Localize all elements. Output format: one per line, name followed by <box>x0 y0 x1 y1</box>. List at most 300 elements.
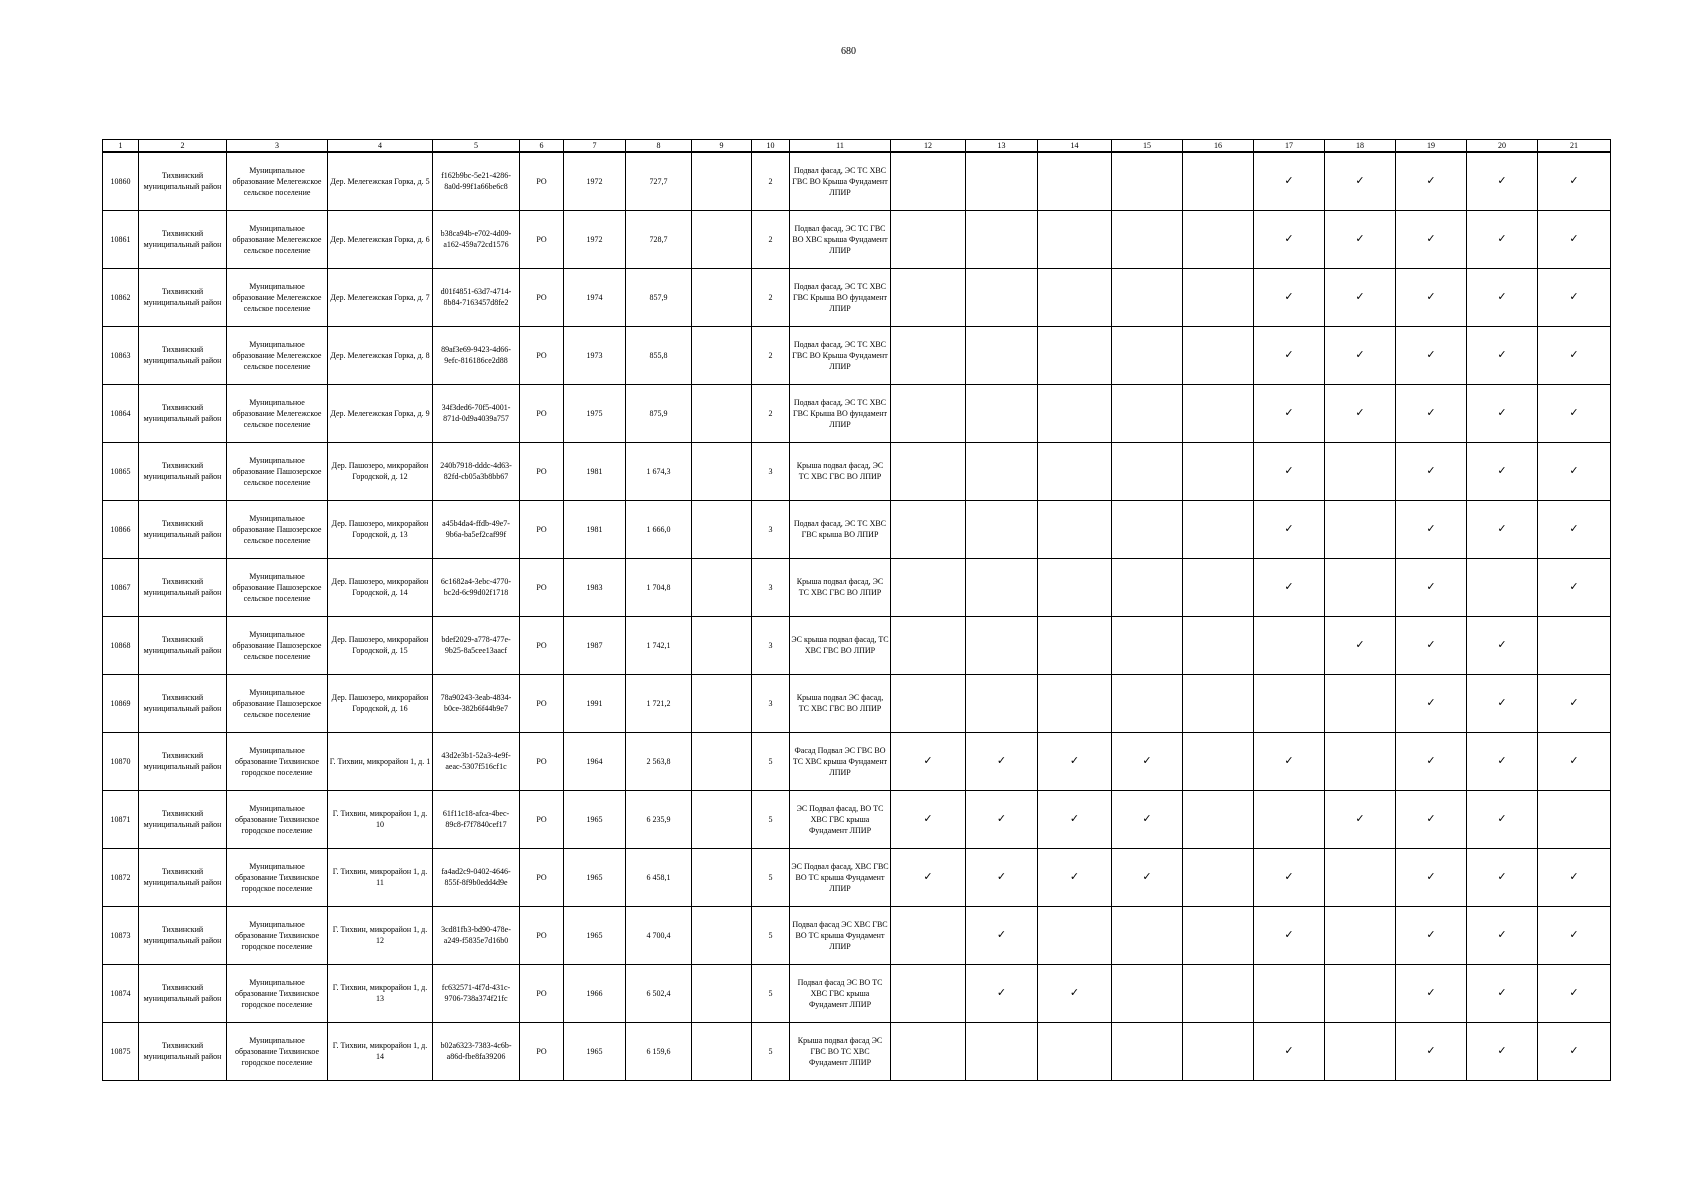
district-cell: Тихвинский муниципальный район <box>139 268 227 326</box>
check-cell-col20 <box>1467 384 1538 442</box>
check-cell-col13 <box>966 326 1038 384</box>
checkmark-icon: ✓ <box>1426 638 1436 651</box>
works-cell: Фасад Подвал ЭС ГВС ВО ТС ХВС крыша Фундамент ЛПИР <box>790 732 891 790</box>
check-cell-col12 <box>891 616 966 674</box>
guid-cell: 3cd81fb3-bd90-478e-a249-f5835e7d16b0 <box>433 906 520 964</box>
guid-cell: d01f4851-63d7-4714-8b84-7163457d8fe2 <box>433 268 520 326</box>
check-cell-col18 <box>1325 616 1396 674</box>
column-header-10: 10 <box>752 140 790 153</box>
check-cell-col18 <box>1325 558 1396 616</box>
checkmark-icon: ✓ <box>923 754 933 767</box>
check-cell-col21 <box>1538 964 1611 1022</box>
column-header-14: 14 <box>1038 140 1112 153</box>
checkmark-icon: ✓ <box>1284 232 1294 245</box>
address-cell: Г. Тихвин, микрорайон 1, д. 14 <box>328 1022 433 1080</box>
checkmark-icon: ✓ <box>1497 638 1507 651</box>
check-cell-col12 <box>891 384 966 442</box>
check-cell-col18 <box>1325 790 1396 848</box>
address-cell: Дер. Пашозеро, микрорайон Городской, д. 14 <box>328 558 433 616</box>
col9-cell <box>692 674 752 732</box>
checkmark-icon: ✓ <box>1426 928 1436 941</box>
check-cell-col14 <box>1038 384 1112 442</box>
checkmark-icon: ✓ <box>1142 812 1152 825</box>
row-id-cell: 10873 <box>103 906 139 964</box>
col9-cell <box>692 790 752 848</box>
year-cell: 1964 <box>564 732 626 790</box>
col9-cell <box>692 1022 752 1080</box>
type-cell: РО <box>520 906 564 964</box>
row-id-cell: 10861 <box>103 210 139 268</box>
year-cell: 1965 <box>564 848 626 906</box>
type-cell: РО <box>520 558 564 616</box>
check-cell-col12 <box>891 500 966 558</box>
check-cell-col14 <box>1038 500 1112 558</box>
row-id-cell: 10867 <box>103 558 139 616</box>
checkmark-icon: ✓ <box>1355 232 1365 245</box>
check-cell-col15 <box>1112 732 1183 790</box>
district-cell: Тихвинский муниципальный район <box>139 674 227 732</box>
check-cell-col20 <box>1467 152 1538 210</box>
area-cell: 857,9 <box>626 268 692 326</box>
checkmark-icon: ✓ <box>1497 290 1507 303</box>
check-cell-col19 <box>1396 848 1467 906</box>
check-cell-col21 <box>1538 500 1611 558</box>
type-cell: РО <box>520 384 564 442</box>
floors-cell: 3 <box>752 558 790 616</box>
col9-cell <box>692 848 752 906</box>
check-cell-col20 <box>1467 732 1538 790</box>
checkmark-icon: ✓ <box>1569 232 1579 245</box>
check-cell-col17 <box>1254 326 1325 384</box>
checkmark-icon: ✓ <box>996 812 1007 825</box>
check-cell-col16 <box>1183 558 1254 616</box>
page-number: 680 <box>841 46 856 57</box>
row-id-cell: 10871 <box>103 790 139 848</box>
check-cell-col15 <box>1112 848 1183 906</box>
district-cell: Тихвинский муниципальный район <box>139 1022 227 1080</box>
check-cell-col16 <box>1183 500 1254 558</box>
checkmark-icon: ✓ <box>1426 174 1436 188</box>
col9-cell <box>692 384 752 442</box>
check-cell-col13 <box>966 848 1038 906</box>
district-cell: Тихвинский муниципальный район <box>139 326 227 384</box>
district-cell: Тихвинский муниципальный район <box>139 616 227 674</box>
column-header-13: 13 <box>966 140 1038 153</box>
checkmark-icon: ✓ <box>1426 754 1436 767</box>
checkmark-icon: ✓ <box>1497 812 1507 825</box>
checkmark-icon: ✓ <box>1355 406 1365 419</box>
check-cell-col19 <box>1396 442 1467 500</box>
works-cell: Подвал фасад, ЭС ТС ХВС ГВС ВО Крыша Фундамент ЛПИР <box>790 152 891 210</box>
check-cell-col17 <box>1254 732 1325 790</box>
check-cell-col17 <box>1254 558 1325 616</box>
checkmark-icon: ✓ <box>923 870 933 883</box>
floors-cell: 2 <box>752 384 790 442</box>
address-cell: Дер. Мелегежская Горка, д. 7 <box>328 268 433 326</box>
year-cell: 1987 <box>564 616 626 674</box>
guid-cell: bdef2029-a778-477e-9b25-8a5cee13aacf <box>433 616 520 674</box>
floors-cell: 2 <box>752 326 790 384</box>
district-cell: Тихвинский муниципальный район <box>139 732 227 790</box>
area-cell: 6 458,1 <box>626 848 692 906</box>
check-cell-col15 <box>1112 674 1183 732</box>
check-cell-col13 <box>966 558 1038 616</box>
check-cell-col19 <box>1396 964 1467 1022</box>
year-cell: 1973 <box>564 326 626 384</box>
checkmark-icon: ✓ <box>1569 406 1579 419</box>
checkmark-icon: ✓ <box>1569 290 1579 303</box>
table-row <box>103 558 1611 616</box>
district-cell: Тихвинский муниципальный район <box>139 384 227 442</box>
column-header-8: 8 <box>626 140 692 153</box>
area-cell: 1 721,2 <box>626 674 692 732</box>
column-header-5: 5 <box>433 140 520 153</box>
check-cell-col12 <box>891 558 966 616</box>
checkmark-icon: ✓ <box>996 754 1007 767</box>
col9-cell <box>692 616 752 674</box>
district-cell: Тихвинский муниципальный район <box>139 558 227 616</box>
col9-cell <box>692 442 752 500</box>
checkmark-icon: ✓ <box>996 928 1007 941</box>
column-header-19: 19 <box>1396 140 1467 153</box>
municipality-cell: Муниципальное образование Тихвинское городское поселение <box>227 906 328 964</box>
type-cell: РО <box>520 732 564 790</box>
district-cell: Тихвинский муниципальный район <box>139 848 227 906</box>
check-cell-col12 <box>891 674 966 732</box>
col9-cell <box>692 906 752 964</box>
check-cell-col14 <box>1038 964 1112 1022</box>
check-cell-col13 <box>966 790 1038 848</box>
area-cell: 875,9 <box>626 384 692 442</box>
floors-cell: 5 <box>752 790 790 848</box>
column-header-16: 16 <box>1183 140 1254 153</box>
checkmark-icon: ✓ <box>996 986 1007 999</box>
checkmark-icon: ✓ <box>1497 754 1507 767</box>
checkmark-icon: ✓ <box>1355 174 1365 188</box>
checkmark-icon: ✓ <box>1569 928 1579 941</box>
check-cell-col20 <box>1467 500 1538 558</box>
checkmark-icon: ✓ <box>1284 290 1294 303</box>
municipality-cell: Муниципальное образование Пашозерское сельское поселение <box>227 442 328 500</box>
check-cell-col15 <box>1112 442 1183 500</box>
check-cell-col17 <box>1254 674 1325 732</box>
guid-cell: 6c1682a4-3ebc-4770-bc2d-6c99d02f1718 <box>433 558 520 616</box>
check-cell-col17 <box>1254 906 1325 964</box>
check-cell-col21 <box>1538 326 1611 384</box>
check-cell-col19 <box>1396 906 1467 964</box>
type-cell: РО <box>520 790 564 848</box>
year-cell: 1975 <box>564 384 626 442</box>
floors-cell: 3 <box>752 616 790 674</box>
check-cell-col16 <box>1183 1022 1254 1080</box>
area-cell: 1 704,8 <box>626 558 692 616</box>
checkmark-icon: ✓ <box>1569 754 1579 767</box>
check-cell-col15 <box>1112 384 1183 442</box>
check-cell-col18 <box>1325 848 1396 906</box>
check-cell-col14 <box>1038 616 1112 674</box>
check-cell-col20 <box>1467 326 1538 384</box>
checkmark-icon: ✓ <box>1284 464 1294 477</box>
check-cell-col15 <box>1112 326 1183 384</box>
works-cell: ЭС Подвал фасад, ВО ТС ХВС ГВС крыша Фундамент ЛПИР <box>790 790 891 848</box>
check-cell-col14 <box>1038 790 1112 848</box>
column-header-9: 9 <box>692 140 752 153</box>
check-cell-col21 <box>1538 616 1611 674</box>
col9-cell <box>692 268 752 326</box>
table-row <box>103 326 1611 384</box>
address-cell: Дер. Пашозеро, микрорайон Городской, д. 12 <box>328 442 433 500</box>
checkmark-icon: ✓ <box>1569 522 1579 535</box>
check-cell-col14 <box>1038 152 1112 210</box>
checkmark-icon: ✓ <box>1284 870 1294 883</box>
check-cell-col14 <box>1038 442 1112 500</box>
col9-cell <box>692 500 752 558</box>
municipality-cell: Муниципальное образование Мелегежское сельское поселение <box>227 268 328 326</box>
check-cell-col20 <box>1467 442 1538 500</box>
guid-cell: 89af3e69-9423-4d66-9efc-816186ce2d88 <box>433 326 520 384</box>
check-cell-col17 <box>1254 268 1325 326</box>
checkmark-icon: ✓ <box>1284 1044 1294 1057</box>
floors-cell: 3 <box>752 442 790 500</box>
row-id-cell: 10874 <box>103 964 139 1022</box>
municipality-cell: Муниципальное образование Тихвинское городское поселение <box>227 732 328 790</box>
year-cell: 1965 <box>564 906 626 964</box>
type-cell: РО <box>520 268 564 326</box>
type-cell: РО <box>520 210 564 268</box>
header-row <box>103 140 1611 153</box>
check-cell-col16 <box>1183 442 1254 500</box>
check-cell-col21 <box>1538 1022 1611 1080</box>
type-cell: РО <box>520 500 564 558</box>
table-row <box>103 906 1611 964</box>
checkmark-icon: ✓ <box>1497 696 1507 709</box>
year-cell: 1981 <box>564 442 626 500</box>
check-cell-col19 <box>1396 1022 1467 1080</box>
check-cell-col14 <box>1038 674 1112 732</box>
address-cell: Дер. Мелегежская Горка, д. 9 <box>328 384 433 442</box>
check-cell-col18 <box>1325 906 1396 964</box>
check-cell-col14 <box>1038 268 1112 326</box>
table-header <box>103 140 1611 153</box>
type-cell: РО <box>520 152 564 210</box>
check-cell-col21 <box>1538 790 1611 848</box>
district-cell: Тихвинский муниципальный район <box>139 790 227 848</box>
checkmark-icon: ✓ <box>1355 638 1365 651</box>
table-row <box>103 790 1611 848</box>
area-cell: 1 674,3 <box>626 442 692 500</box>
municipality-cell: Муниципальное образование Тихвинское городское поселение <box>227 1022 328 1080</box>
checkmark-icon: ✓ <box>1426 232 1436 245</box>
works-cell: Подвал фасад ЭС ВО ТС ХВС ГВС крыша Фундамент ЛПИР <box>790 964 891 1022</box>
check-cell-col12 <box>891 732 966 790</box>
works-cell: Подвал фасад, ЭС ТС ХВС ГВС ВО Крыша Фундамент ЛПИР <box>790 326 891 384</box>
check-cell-col13 <box>966 442 1038 500</box>
column-header-7: 7 <box>564 140 626 153</box>
guid-cell: 240b7918-dddc-4d63-82fd-cb05a3b8bb67 <box>433 442 520 500</box>
municipality-cell: Муниципальное образование Мелегежское сельское поселение <box>227 384 328 442</box>
address-cell: Г. Тихвин, микрорайон 1, д. 11 <box>328 848 433 906</box>
check-cell-col18 <box>1325 384 1396 442</box>
area-cell: 1 742,1 <box>626 616 692 674</box>
municipality-cell: Муниципальное образование Пашозерское сельское поселение <box>227 500 328 558</box>
works-cell: Подвал фасад ЭС ХВС ГВС ВО ТС крыша Фундамент ЛПИР <box>790 906 891 964</box>
guid-cell: b38ca94b-e702-4d09-a162-459a72cd1576 <box>433 210 520 268</box>
floors-cell: 2 <box>752 210 790 268</box>
guid-cell: a45b4da4-ffdb-49e7-9b6a-ba5ef2caf99f <box>433 500 520 558</box>
address-cell: Г. Тихвин, микрорайон 1, д. 12 <box>328 906 433 964</box>
check-cell-col14 <box>1038 732 1112 790</box>
check-cell-col12 <box>891 964 966 1022</box>
checkmark-icon: ✓ <box>1284 174 1294 188</box>
district-cell: Тихвинский муниципальный район <box>139 152 227 210</box>
area-cell: 6 235,9 <box>626 790 692 848</box>
check-cell-col19 <box>1396 210 1467 268</box>
checkmark-icon: ✓ <box>1569 348 1579 361</box>
works-cell: ЭС крыша подвал фасад, ТС ХВС ГВС ВО ЛПИР <box>790 616 891 674</box>
check-cell-col19 <box>1396 616 1467 674</box>
year-cell: 1972 <box>564 152 626 210</box>
guid-cell: b02a6323-7383-4c6b-a86d-fbe8fa39206 <box>433 1022 520 1080</box>
check-cell-col14 <box>1038 210 1112 268</box>
municipality-cell: Муниципальное образование Мелегежское сельское поселение <box>227 152 328 210</box>
check-cell-col16 <box>1183 326 1254 384</box>
address-cell: Г. Тихвин, микрорайон 1, д. 1 <box>328 732 433 790</box>
checkmark-icon: ✓ <box>1569 696 1579 709</box>
check-cell-col19 <box>1396 558 1467 616</box>
check-cell-col18 <box>1325 210 1396 268</box>
year-cell: 1972 <box>564 210 626 268</box>
check-cell-col13 <box>966 268 1038 326</box>
works-cell: ЭС Подвал фасад, ХВС ГВС ВО ТС крыша Фундамент ЛПИР <box>790 848 891 906</box>
checkmark-icon: ✓ <box>1426 696 1436 709</box>
table-row <box>103 152 1611 210</box>
check-cell-col17 <box>1254 152 1325 210</box>
guid-cell: 43d2e3b1-52a3-4e9f-aeac-5307f516cf1c <box>433 732 520 790</box>
type-cell: РО <box>520 674 564 732</box>
row-id-cell: 10863 <box>103 326 139 384</box>
table-row <box>103 268 1611 326</box>
works-cell: Крыша подвал фасад, ЭС ТС ХВС ГВС ВО ЛПИР <box>790 442 891 500</box>
column-header-15: 15 <box>1112 140 1183 153</box>
check-cell-col19 <box>1396 384 1467 442</box>
column-header-2: 2 <box>139 140 227 153</box>
checkmark-icon: ✓ <box>1497 232 1507 245</box>
checkmark-icon: ✓ <box>1426 870 1436 883</box>
check-cell-col14 <box>1038 848 1112 906</box>
check-cell-col13 <box>966 674 1038 732</box>
year-cell: 1966 <box>564 964 626 1022</box>
check-cell-col16 <box>1183 790 1254 848</box>
floors-cell: 3 <box>752 500 790 558</box>
checkmark-icon: ✓ <box>1355 290 1365 303</box>
area-cell: 4 700,4 <box>626 906 692 964</box>
check-cell-col13 <box>966 616 1038 674</box>
checkmark-icon: ✓ <box>1569 580 1579 593</box>
check-cell-col12 <box>891 268 966 326</box>
checkmark-icon: ✓ <box>1426 522 1436 535</box>
check-cell-col17 <box>1254 442 1325 500</box>
checkmark-icon: ✓ <box>1497 986 1507 999</box>
check-cell-col20 <box>1467 558 1538 616</box>
col9-cell <box>692 152 752 210</box>
guid-cell: fa4ad2c9-0402-4646-855f-8f9b0edd4d9e <box>433 848 520 906</box>
check-cell-col17 <box>1254 848 1325 906</box>
col9-cell <box>692 732 752 790</box>
municipality-cell: Муниципальное образование Пашозерское сельское поселение <box>227 616 328 674</box>
checkmark-icon: ✓ <box>1426 464 1436 477</box>
check-cell-col20 <box>1467 848 1538 906</box>
checkmark-icon: ✓ <box>1569 870 1579 883</box>
checkmark-icon: ✓ <box>1284 522 1294 535</box>
check-cell-col18 <box>1325 442 1396 500</box>
check-cell-col18 <box>1325 1022 1396 1080</box>
checkmark-icon: ✓ <box>1426 812 1436 825</box>
area-cell: 855,8 <box>626 326 692 384</box>
municipality-cell: Муниципальное образование Пашозерское сельское поселение <box>227 558 328 616</box>
checkmark-icon: ✓ <box>1069 754 1080 767</box>
check-cell-col13 <box>966 152 1038 210</box>
row-id-cell: 10865 <box>103 442 139 500</box>
column-header-21: 21 <box>1538 140 1611 153</box>
row-id-cell: 10875 <box>103 1022 139 1080</box>
check-cell-col13 <box>966 210 1038 268</box>
table-row <box>103 732 1611 790</box>
check-cell-col18 <box>1325 152 1396 210</box>
area-cell: 2 563,8 <box>626 732 692 790</box>
checkmark-icon: ✓ <box>1497 928 1507 941</box>
year-cell: 1983 <box>564 558 626 616</box>
year-cell: 1991 <box>564 674 626 732</box>
type-cell: РО <box>520 326 564 384</box>
floors-cell: 5 <box>752 906 790 964</box>
check-cell-col15 <box>1112 500 1183 558</box>
checkmark-icon: ✓ <box>1284 928 1294 941</box>
address-cell: Дер. Пашозеро, микрорайон Городской, д. 16 <box>328 674 433 732</box>
col9-cell <box>692 964 752 1022</box>
check-cell-col20 <box>1467 268 1538 326</box>
check-cell-col15 <box>1112 906 1183 964</box>
check-cell-col21 <box>1538 210 1611 268</box>
column-header-6: 6 <box>520 140 564 153</box>
check-cell-col20 <box>1467 906 1538 964</box>
check-cell-col21 <box>1538 674 1611 732</box>
column-header-4: 4 <box>328 140 433 153</box>
checkmark-icon: ✓ <box>1142 870 1152 883</box>
checkmark-icon: ✓ <box>996 870 1007 883</box>
checkmark-icon: ✓ <box>1497 870 1507 883</box>
year-cell: 1974 <box>564 268 626 326</box>
check-cell-col19 <box>1396 326 1467 384</box>
check-cell-col17 <box>1254 210 1325 268</box>
checkmark-icon: ✓ <box>923 812 933 825</box>
check-cell-col20 <box>1467 616 1538 674</box>
table-row <box>103 674 1611 732</box>
check-cell-col18 <box>1325 268 1396 326</box>
check-cell-col16 <box>1183 732 1254 790</box>
check-cell-col19 <box>1396 152 1467 210</box>
checkmark-icon: ✓ <box>1426 986 1436 999</box>
checkmark-icon: ✓ <box>1284 754 1294 767</box>
type-cell: РО <box>520 848 564 906</box>
floors-cell: 5 <box>752 964 790 1022</box>
table-row <box>103 1022 1611 1080</box>
check-cell-col16 <box>1183 268 1254 326</box>
check-cell-col20 <box>1467 790 1538 848</box>
address-cell: Г. Тихвин, микрорайон 1, д. 10 <box>328 790 433 848</box>
check-cell-col12 <box>891 848 966 906</box>
check-cell-col20 <box>1467 1022 1538 1080</box>
check-cell-col14 <box>1038 326 1112 384</box>
